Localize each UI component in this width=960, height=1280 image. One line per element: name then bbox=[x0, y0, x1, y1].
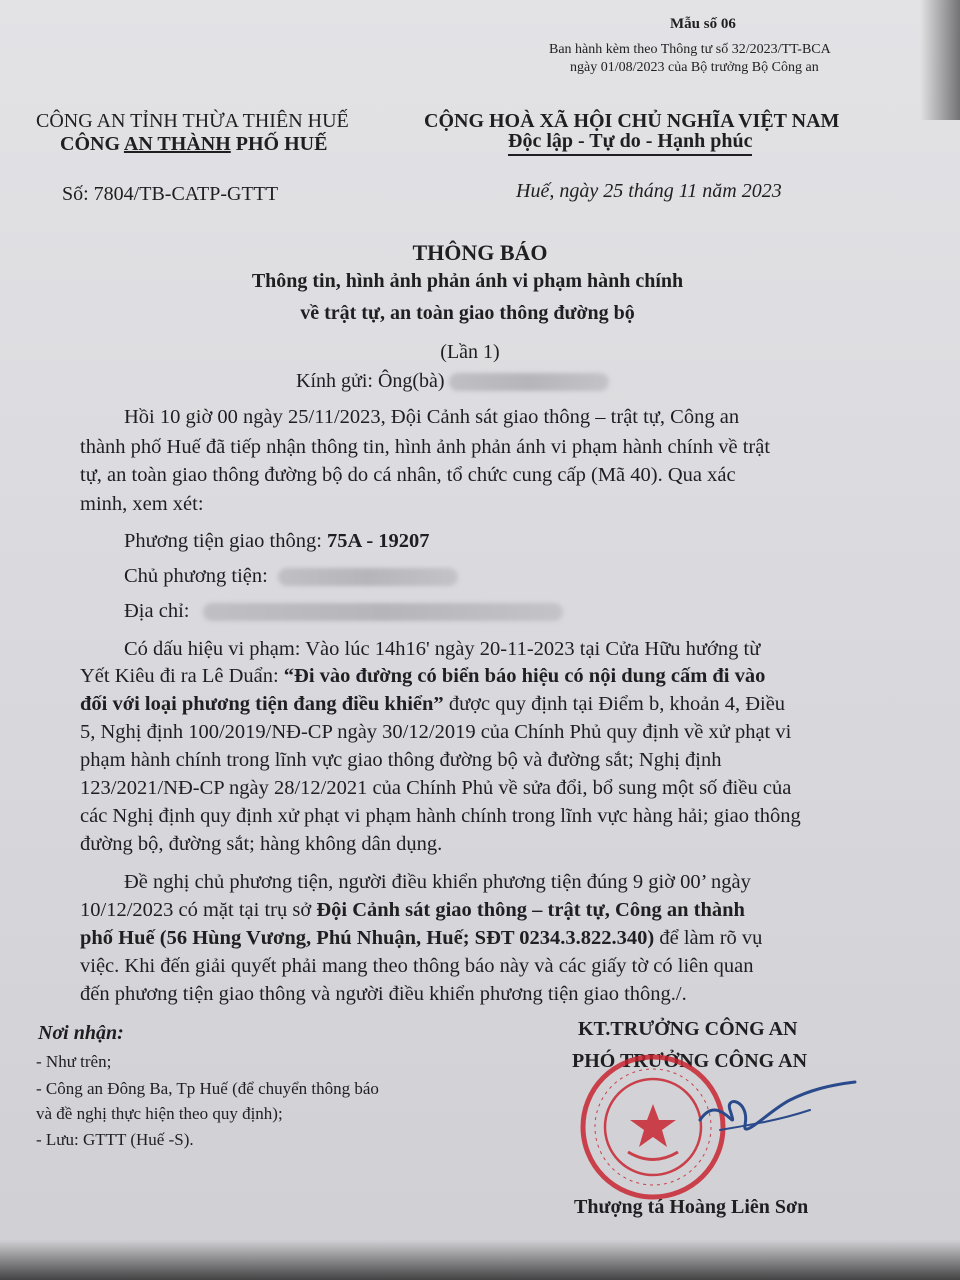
request-line: đến phương tiện giao thông và người điều khiển phương tiện giao thông./. bbox=[80, 983, 687, 1005]
recipient-line bbox=[296, 370, 609, 393]
photo-shadow-bottom bbox=[0, 1240, 960, 1280]
form-number: Mẫu số 06 bbox=[670, 16, 736, 32]
violation-quote: “Đi vào đường có biển báo hiệu có nội dung cấm đi vào bbox=[283, 665, 766, 687]
signatory-title-line1: KT.TRƯỞNG CÔNG AN bbox=[578, 1018, 798, 1040]
redacted-address bbox=[203, 603, 563, 621]
agency-name-pre: CÔNG bbox=[60, 133, 124, 155]
vehicle-line bbox=[124, 530, 430, 553]
recipient-item: - Như trên; bbox=[36, 1052, 112, 1071]
recipient-item: - Lưu: GTTT (Huế -S). bbox=[36, 1130, 194, 1149]
document-number: Số: 7804/TB-CATP-GTTT bbox=[62, 183, 279, 205]
agency-name-underlined: AN THÀNH bbox=[123, 133, 231, 155]
vehicle-label: Phương tiện giao thông: bbox=[124, 530, 328, 552]
violation-line bbox=[80, 693, 785, 716]
photo-shadow-corner bbox=[920, 0, 960, 120]
recipient-item: và đề nghị thực hiện theo quy định); bbox=[36, 1104, 283, 1123]
violation-text: Yết Kiêu đi ra Lê Duẩn: bbox=[80, 665, 284, 687]
violation-line: Có dấu hiệu vi phạm: Vào lúc 14h16' ngày 20-11-2023 tại Cửa Hữu hướng từ bbox=[124, 638, 761, 660]
vehicle-plate: 75A - 19207 bbox=[327, 530, 430, 552]
paragraph-line: minh, xem xét: bbox=[80, 493, 204, 515]
request-line: Đề nghị chủ phương tiện, người điều khiển phương tiện đúng 9 giờ 00’ ngày bbox=[124, 871, 751, 893]
violation-line: đường bộ, đường sắt; hàng không dân dụng. bbox=[80, 833, 443, 855]
redacted-owner-name bbox=[278, 568, 458, 586]
paragraph-line: Hồi 10 giờ 00 ngày 25/11/2023, Đội Cảnh sát giao thông – trật tự, Công an bbox=[124, 406, 740, 428]
owner-label: Chủ phương tiện: bbox=[124, 565, 268, 587]
violation-line: phạm hành chính trong lĩnh vực giao thông đường bộ và đường sắt; Nghị định bbox=[80, 749, 722, 771]
national-motto: Độc lập - Tự do - Hạnh phúc bbox=[508, 130, 752, 156]
recipients-heading: Nơi nhận: bbox=[38, 1022, 124, 1044]
paragraph-line: tự, an toàn giao thông đường bộ do cá nhân, tổ chức cung cấp (Mã 40). Qua xác bbox=[80, 464, 736, 486]
paragraph-line: thành phố Huế đã tiếp nhận thông tin, hình ảnh phản ánh vi phạm hành chính về trật bbox=[80, 436, 771, 458]
owner-line bbox=[124, 565, 458, 588]
redacted-recipient-name bbox=[449, 373, 609, 391]
violation-line bbox=[80, 665, 765, 688]
violation-line: các Nghị định quy định xử phạt vi phạm hành chính trong lĩnh vực hàng hải; giao thông bbox=[80, 805, 801, 827]
notice-attempt: (Lần 1) bbox=[440, 341, 500, 363]
document-subtitle-line1: Thông tin, hình ảnh phản ánh vi phạm hành chính bbox=[251, 270, 684, 292]
agency-name-post: PHỐ HUẾ bbox=[230, 133, 328, 155]
agency-parent: CÔNG AN TỈNH THỪA THIÊN HUẾ bbox=[36, 110, 349, 132]
request-line bbox=[80, 899, 745, 922]
handwritten-signature bbox=[690, 1070, 860, 1150]
form-reference-line1: Ban hành kèm theo Thông tư số 32/2023/TT-BCA bbox=[549, 42, 831, 57]
violation-text: được quy định tại Điểm b, khoản 4, Điều bbox=[443, 693, 786, 715]
request-office: Đội Cảnh sát giao thông – trật tự, Công an thành bbox=[316, 899, 745, 921]
signatory-title-line2: PHÓ TRƯỞNG CÔNG AN bbox=[572, 1050, 808, 1072]
violation-line: 123/2021/NĐ-CP ngày 28/12/2021 của Chính Phủ về sửa đổi, bổ sung một số điều của bbox=[80, 777, 792, 799]
signer-name: Thượng tá Hoàng Liên Sơn bbox=[574, 1196, 809, 1218]
request-line bbox=[80, 927, 762, 950]
request-text: 10/12/2023 có mặt tại trụ sở bbox=[80, 899, 317, 921]
request-line: việc. Khi đến giải quyết phải mang theo thông báo này và các giấy tờ có liên quan bbox=[80, 955, 754, 977]
request-text: để làm rõ vụ bbox=[654, 927, 763, 949]
violation-quote: đối với loại phương tiện đang điều khiển” bbox=[80, 693, 444, 715]
address-line bbox=[124, 600, 563, 623]
document-subtitle-line2: về trật tự, an toàn giao thông đường bộ bbox=[300, 302, 635, 324]
address-label: Địa chỉ: bbox=[124, 600, 190, 622]
country-name: CỘNG HOÀ XÃ HỘI CHỦ NGHĨA VIỆT NAM bbox=[424, 110, 840, 132]
violation-line: 5, Nghị định 100/2019/NĐ-CP ngày 30/12/2019 của Chính Phủ quy định về xử phạt vi bbox=[80, 721, 792, 743]
request-office: phố Huế (56 Hùng Vương, Phú Nhuận, Huế; SĐT 0234.3.822.340) bbox=[80, 927, 655, 949]
recipient-label: Kính gửi: Ông(bà) bbox=[296, 370, 445, 392]
form-reference-line2: ngày 01/08/2023 của Bộ trưởng Bộ Công an bbox=[570, 60, 819, 75]
recipient-item: - Công an Đông Ba, Tp Huế (để chuyển thông báo bbox=[36, 1079, 379, 1098]
agency-name bbox=[60, 133, 327, 156]
place-date: Huế, ngày 25 tháng 11 năm 2023 bbox=[516, 180, 782, 202]
document-title: THÔNG BÁO bbox=[412, 240, 548, 265]
